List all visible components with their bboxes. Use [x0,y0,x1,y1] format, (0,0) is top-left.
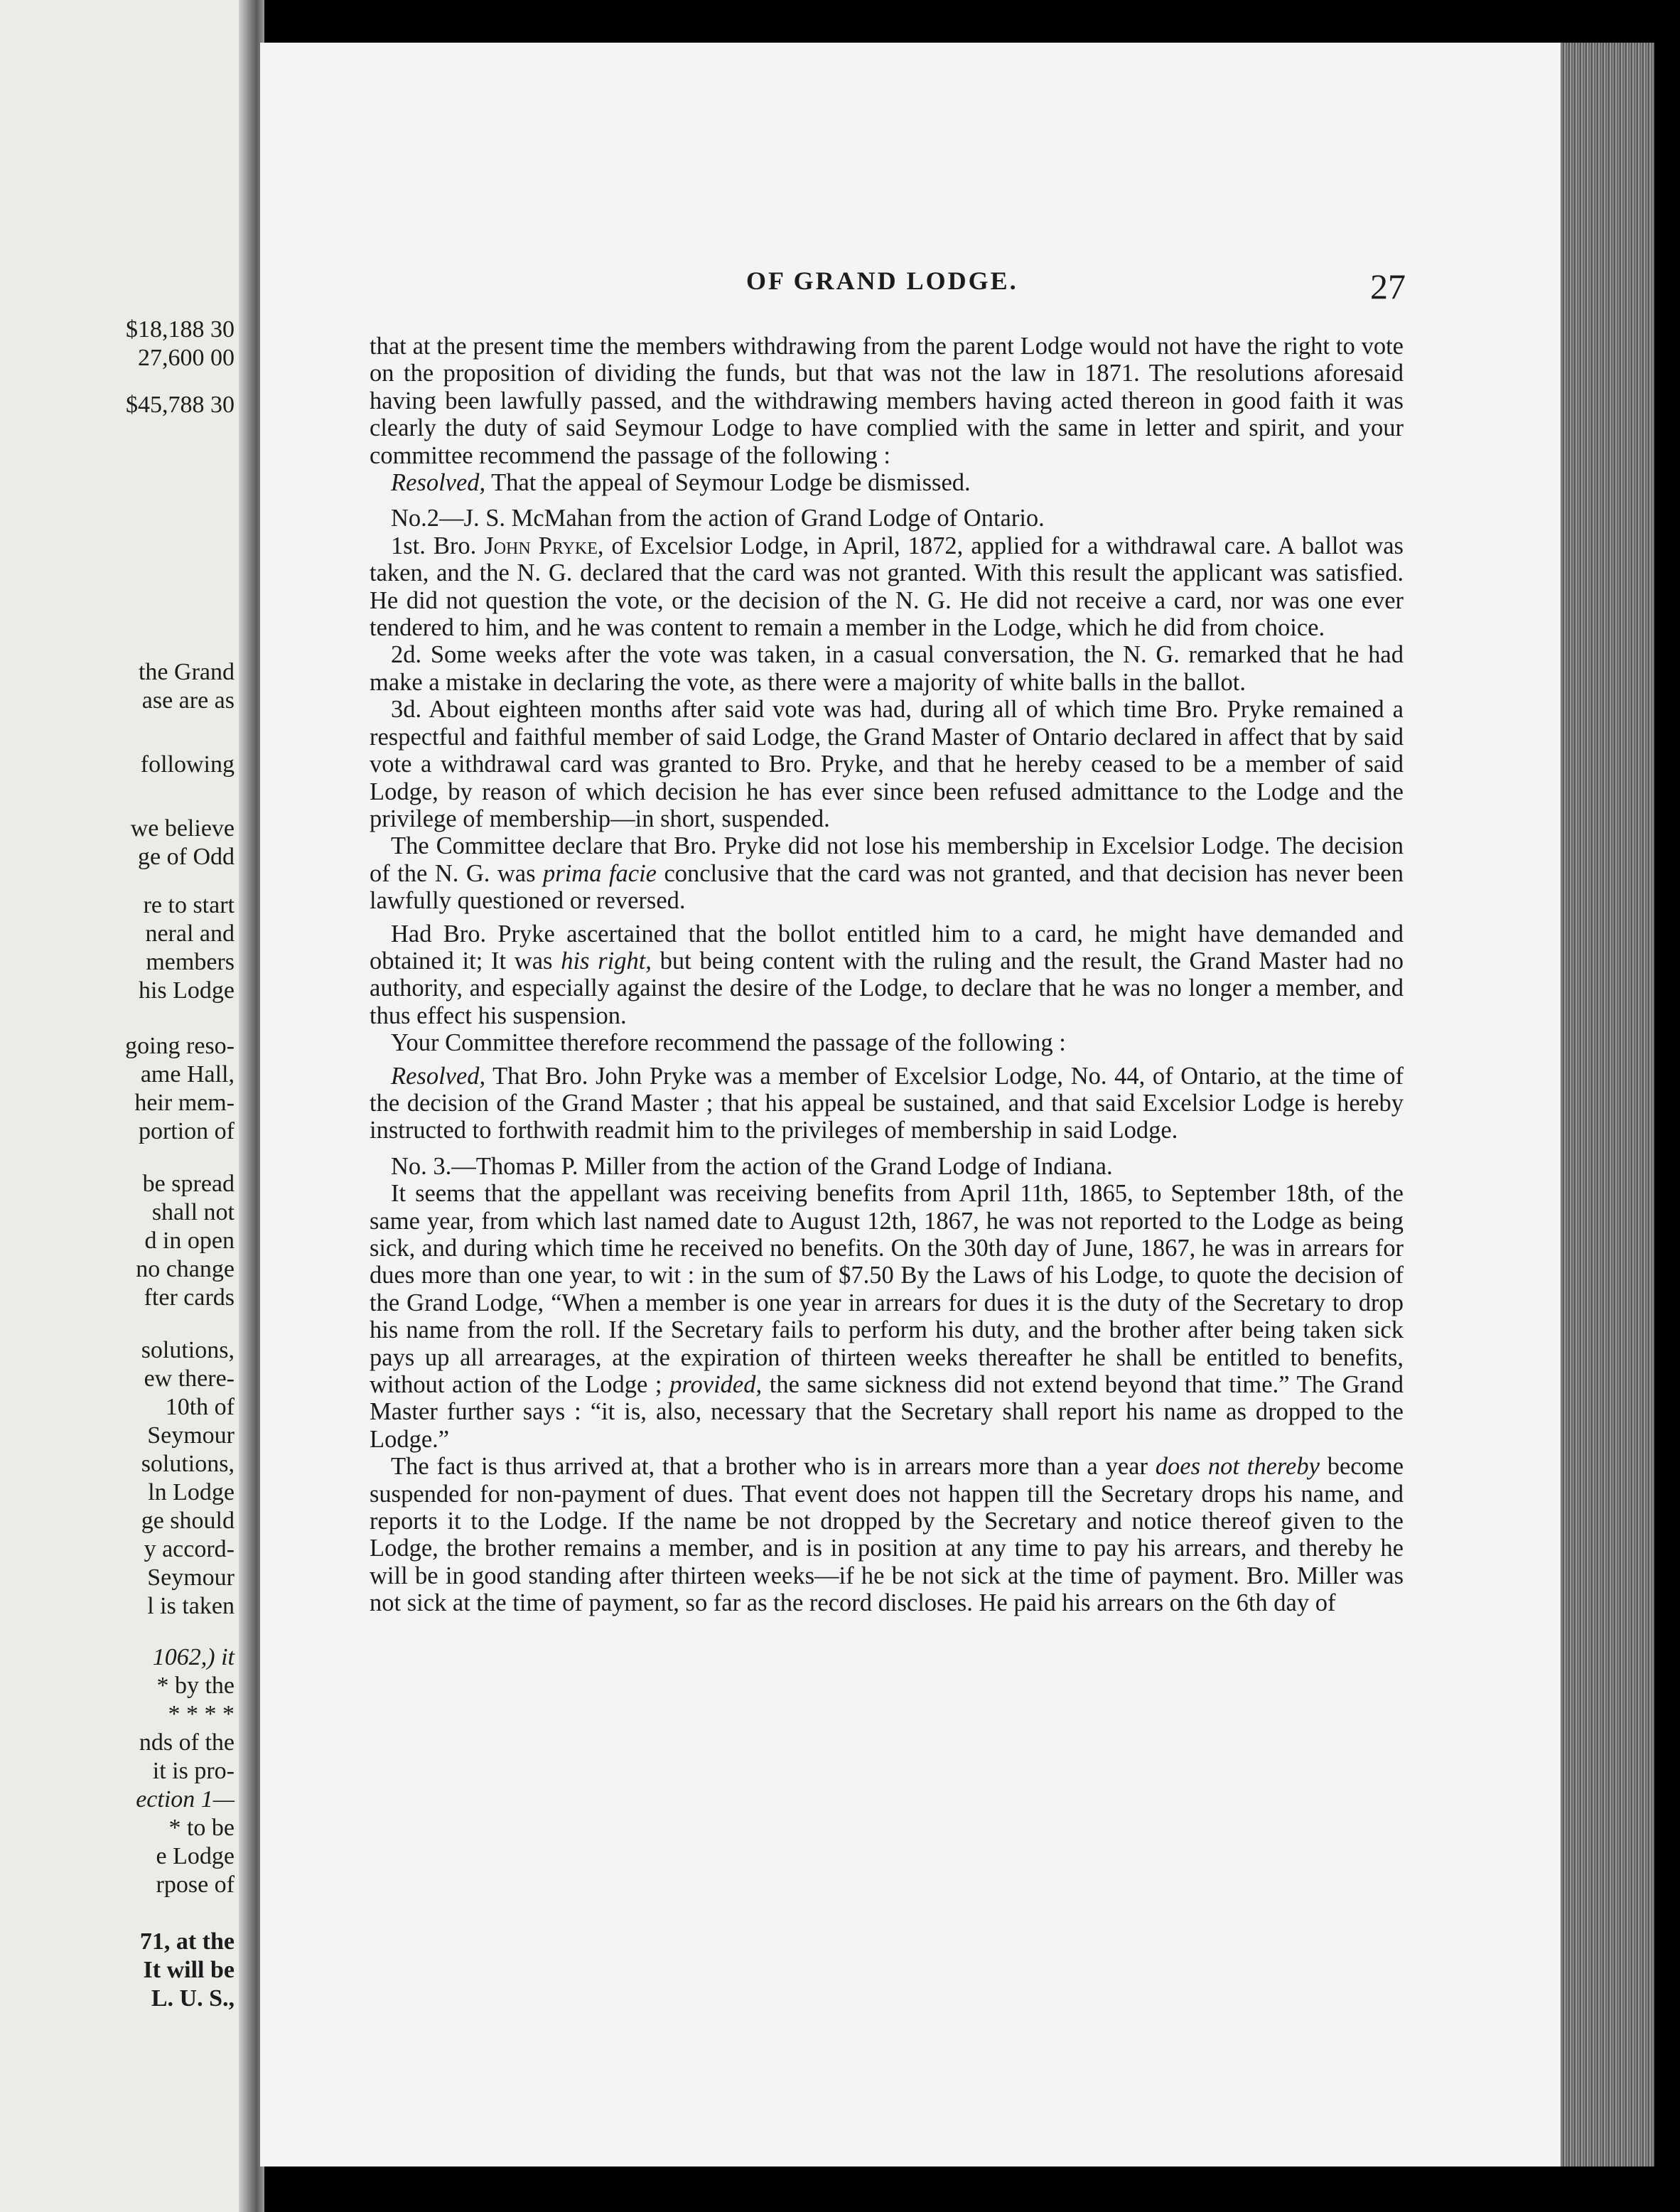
paragraph: The fact is thus arrived at, that a brother who is in arrears more than a year does not thereby become suspended for non-payment of dues. That event does not happen till the Secretary drops his name, and reports it to the Lodge. If the name be not dropped by the Secretary and notice thereof given to the Lodge, the brother remains a member, and is in position at any time to pay his arrears, and thereby he will be in good standing after thirteen weeks—if he be not sick at the time of payment. Bro. Miller was not sick at the time of payment, so far as the record discloses. He paid his arrears on the 6th day of [370,1453,1404,1617]
paragraph: 3d. About eighteen months after said vote was had, during all of which time Bro. Pryke remained a respectful and faithful member of said Lodge, the Grand Master of Ontario declared in affect that by said vote a withdrawal card was granted to Bro. Pryke, and that he hereby ceased to be a member of said Lodge, by reason of which decision he has ever since been refused admittance to the Lodge and the privilege of membership—in short, suspended. [370,696,1404,832]
left-fragment: y accord- [144,1536,235,1562]
left-fragment: ge of Odd [138,844,235,870]
left-fragment: L. U. S., [151,1985,235,2012]
left-fragment: solutions, [141,1451,235,1477]
left-fragment: ase are as [141,687,235,714]
left-fragment: we believe [130,815,235,842]
paragraph: that at the present time the members withdrawing from the parent Lodge would not have the right to vote on the proposition of dividing the funds, but that was not the law in 1871. The resolutions aforesaid having been lawfully passed, and the withdrawing members having acted thereon in good faith it was clearly the duty of said Seymour Lodge to have complied with the same in letter and spirit, and your committee recommend the passage of the following : [370,333,1404,469]
left-fragment: Seymour [147,1564,235,1591]
left-fragment: be spread [142,1171,235,1197]
left-fragment: * to be [168,1815,235,1841]
left-fragment: re to start [143,892,235,918]
paragraph: 2d. Some weeks after the vote was taken, in a casual conversation, the N. G. remarked that he had make a mistake in declaring the vote, as there were a majority of white balls in the ballot. [370,641,1404,696]
left-fragment: 10th of [165,1394,235,1420]
left-fragment: Seymour [147,1422,235,1449]
left-fragment: it is pro- [152,1758,235,1784]
left-fragment: l is taken [147,1593,235,1619]
paragraph: Your Committee therefore recommend the passage of the following : [391,1029,1066,1057]
left-fragment: 71, at the [139,1928,235,1955]
left-fragment: heir mem- [134,1090,235,1116]
left-fragment: his Lodge [138,977,235,1004]
left-fragment: ge should [141,1508,235,1534]
left-fragment: neral and [145,920,235,947]
left-fragment: $45,788 30 [126,392,235,418]
left-fragment: ection 1— [136,1786,235,1813]
left-fragment: * * * * [168,1701,235,1727]
left-fragment: 27,600 00 [138,345,235,371]
resolved-label: Resolved, [391,1062,486,1090]
paragraph: Resolved, That Bro. John Pryke was a member of Excelsior Lodge, No. 44, of Ontario, at the time of the decision of the Grand Master ; that his appeal be sustained, and that said Excelsior Lodge is hereby instructed to forthwith readmit him to the privileges of membership in said Lodge. [370,1062,1404,1144]
paragraph: Had Bro. Pryke ascertained that the bollot entitled him to a card, he might have demanded and obtained it; It was his right, but being content with the ruling and the result, the Grand Master had no authority, and especially against the desire of the Lodge, to declare that he was no longer a member, and thus effect his suspension. [370,920,1404,1029]
left-fragment: members [146,949,235,975]
left-fragment: portion of [138,1118,235,1144]
left-fragment: $18,188 30 [126,316,235,343]
left-fragment: solutions, [141,1337,235,1363]
paragraph: It seems that the appellant was receiving benefits from April 11th, 1865, to September 18th, of the same year, from which last named date to August 12th, 1867, he was not reported to the Lodge as being sick, and during which time he received no benefits. On the 30th day of June, 1867, he was in arrears for dues more than one year, to wit : in the sum of $7.50 By the Laws of his Lodge, to quote the decision of the Grand Lodge, “When a member is one year in arrears for dues it is the duty of the Secretary to drop his name from the roll. If the Secretary fails to perform his duty, and the brother after being taken sick pays up all arrearages, at the expiration of thirteen weeks thereafter he shall be entitled to benefits, without action of the Lodge ; provided, the same sickness did not extend beyond that time.” The Grand Master further says : “it is, also, necessary that the Secretary shall report his name as dropped to the Lodge.” [370,1180,1404,1453]
left-fragment: ew there- [144,1365,235,1392]
left-fragment: e Lodge [156,1843,235,1869]
page-body [370,333,1404,1617]
paragraph: The Committee declare that Bro. Pryke did not lose his membership in Excelsior Lodge. The decision of the N. G. was prima facie conclusive that the card was not granted, and that decision has never been lawfully questioned or reversed. [370,832,1404,915]
left-fragment: * by the [156,1673,235,1699]
left-fragment: rpose of [156,1872,235,1898]
page-edges [1561,43,1654,2167]
person-name: John Pryke [484,532,598,559]
left-fragment: going reso- [125,1033,235,1059]
left-fragment: 1062,) it [152,1644,235,1670]
left-fragment: fter cards [144,1284,235,1311]
resolved-label: Resolved, [391,469,486,497]
section-heading: No.2—J. S. McMahan from the action of Grand Lodge of Ontario. [391,505,1045,532]
left-fragment: ln Lodge [148,1479,235,1505]
left-fragment: ame Hall, [140,1061,235,1088]
left-fragment: the Grand [138,659,235,685]
left-fragment: d in open [144,1228,235,1254]
left-fragment: nds of the [139,1729,235,1756]
left-fragment: following [140,751,235,778]
left-page [0,0,243,2212]
page-number: 27 [1370,267,1406,306]
paragraph: 1st. Bro. John Pryke, of Excelsior Lodge, in April, 1872, applied for a withdrawal care. A ballot was taken, and the N. G. declared that the card was not granted. With this result the applicant was satisfied. He did not question the vote, or the decision of the N. G. He did not receive a card, nor was one ever tendered to him, and he was content to remain a member in the Lodge, which he did from choice. [370,532,1404,642]
running-title: OF GRAND LODGE. [746,267,1018,295]
paragraph: Resolved, That the appeal of Seymour Lodge be dismissed. [391,469,971,497]
left-fragment: It will be [143,1957,235,1983]
section-heading: No. 3.—Thomas P. Miller from the action of the Grand Lodge of Indiana. [391,1152,1113,1180]
left-fragment: shall not [151,1199,235,1225]
left-fragment: no change [136,1256,235,1282]
